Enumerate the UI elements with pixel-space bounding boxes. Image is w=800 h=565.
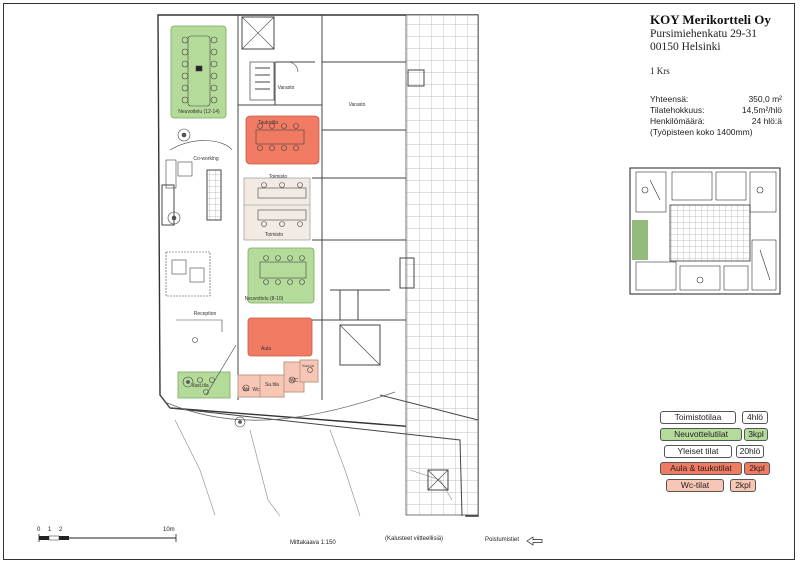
stat-headcount-value: 24 hlö:ä xyxy=(751,116,782,126)
scale-tick-1: 1 xyxy=(48,527,52,533)
stat-efficiency-value: 14,5m²/hlö xyxy=(741,105,782,115)
stat-headcount-label: Henkilömäärä: xyxy=(650,116,705,126)
legend-label-common: Yleiset tilat xyxy=(664,445,732,458)
meeting-room-large xyxy=(171,26,226,118)
legend-label-meeting: Neuvottelutilat xyxy=(660,428,742,441)
scale-tick-0: 0 xyxy=(37,527,41,533)
legend-label-lounge: Aula & taukotilat xyxy=(660,462,742,475)
street-address: Pursimiehenkatu 29-31 xyxy=(650,28,757,40)
label-toimisto-2: Toimisto xyxy=(264,232,284,238)
furniture-note: (Kalusteet viitteellisiä) xyxy=(385,536,444,542)
wc-room-1 xyxy=(238,375,260,397)
label-neuvottelu-small: Neuvottelu (8-10) xyxy=(244,296,284,302)
label-siivous: Su.tila xyxy=(265,382,279,388)
scale-tick-10m: 10m xyxy=(163,527,175,533)
label-vastila: Vast.tila xyxy=(191,383,209,389)
label-coworking: Co-working xyxy=(193,156,219,162)
label-taukotila: Taukotila xyxy=(258,120,278,126)
stat-headcount xyxy=(650,116,782,127)
scale-bar xyxy=(39,534,176,542)
floor-label: 1 Krs xyxy=(650,66,670,76)
label-wc-3: WC xyxy=(289,378,299,384)
legend-count-meeting: 3kpl xyxy=(744,428,768,441)
label-toimisto-1: Toimisto xyxy=(268,174,288,180)
legend-count-office: 4hlö xyxy=(742,411,768,424)
legend-label-office: Toimistotilaa xyxy=(660,411,736,424)
scale-tick-2: 2 xyxy=(59,527,63,533)
stat-total-label: Yhteensä: xyxy=(650,94,689,104)
key-map xyxy=(630,168,780,294)
legend-count-common: 20hlö xyxy=(736,445,764,458)
label-varasto-1: Varasto xyxy=(277,85,295,91)
legend-count-wc: 2kpl xyxy=(730,479,756,492)
label-aula: Aula xyxy=(260,346,272,352)
stat-efficiency xyxy=(650,105,782,116)
exit-label: Poistumistiet xyxy=(485,537,520,543)
label-varasto-2: Varasto xyxy=(348,102,366,108)
area-stats xyxy=(650,94,782,138)
label-neuvottelu-large: Neuvottelu (12-14) xyxy=(178,109,220,115)
stat-total-value: 350,0 m² xyxy=(748,94,782,104)
label-kuva: Kua ja xyxy=(302,363,314,368)
scale-text: Mittakaava 1:150 xyxy=(290,540,336,546)
label-wc-2: Wc xyxy=(252,387,260,393)
break-room xyxy=(246,116,319,164)
stat-total xyxy=(650,94,782,105)
title-block xyxy=(650,12,790,76)
label-wc-1: Wc xyxy=(242,387,250,393)
exit-arrow-icon xyxy=(527,537,542,545)
label-reception: Reception xyxy=(193,311,217,317)
stat-efficiency-label: Tilatehokkuus: xyxy=(650,105,705,115)
legend-label-wc: Wc-tilat xyxy=(666,479,724,492)
company-name: KOY Merikortteli Oy xyxy=(650,12,771,27)
postal-address: 00150 Helsinki xyxy=(650,41,721,53)
stat-note: (Työpisteen koko 1400mm) xyxy=(650,127,753,137)
room-zones xyxy=(171,26,319,398)
legend-count-lounge: 2kpl xyxy=(744,462,770,475)
lobby xyxy=(248,318,312,356)
